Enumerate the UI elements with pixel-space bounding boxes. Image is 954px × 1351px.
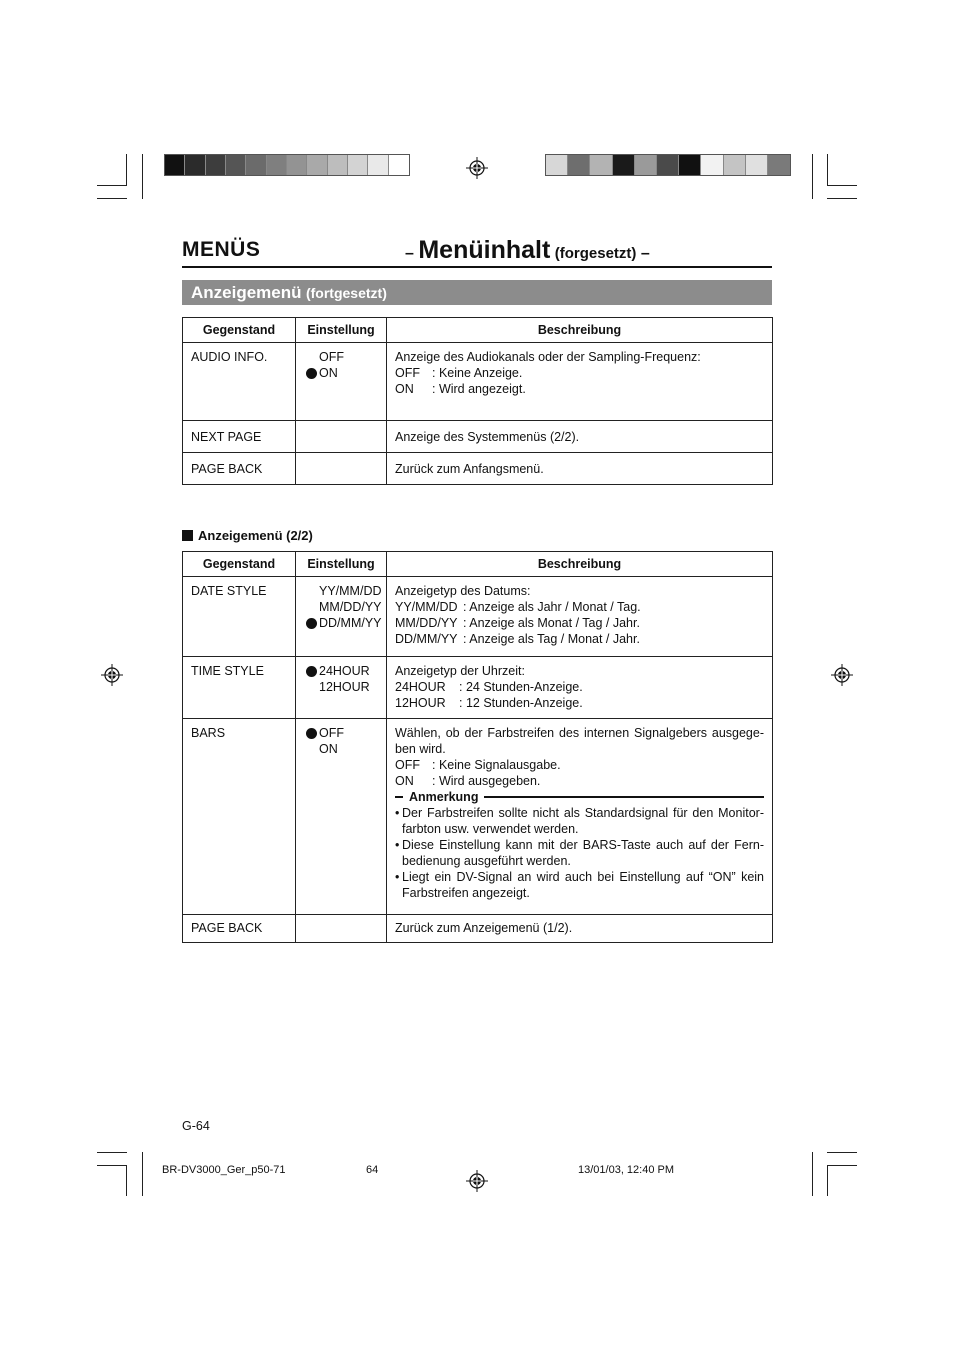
menu-table-2 (182, 551, 773, 943)
column-header: Einstellung (296, 318, 387, 343)
table-row (183, 421, 773, 453)
color-swatch (307, 155, 327, 175)
crop-mark (827, 198, 857, 199)
selected-dot-icon (306, 368, 317, 379)
crop-mark (827, 185, 857, 186)
description-cell: Wählen, ob der Farbstreifen des internen Signalgebers ausgege-ben wird. OFF : Keine Signalausgabe. ON : Wird ausgegeben. Anmerkung • Der Farbstreifen sollte nicht als Standardsignal für den Monitor-farbton usw. verwendet werden. • Diese Einstellung kann mit der BARS-Taste auch auf der Fern-bedienung ausgeführt werden. • Liegt ein DV-Signal an wird auch bei Einstellung auf “ON” kein Farbstreifen angezeigt. (387, 719, 773, 915)
crop-mark (97, 1165, 127, 1166)
table-row (183, 577, 773, 657)
crop-mark (827, 1165, 828, 1196)
square-bullet-icon (182, 530, 193, 541)
page-number: G-64 (182, 1119, 210, 1133)
option-selected: 24HOUR (306, 663, 384, 679)
menu-table-1 (182, 317, 773, 485)
option: MM/DD/YY (319, 600, 382, 614)
page-title (405, 236, 650, 265)
column-header: Gegenstand (183, 552, 296, 577)
color-swatch (679, 155, 701, 175)
registration-mark-icon (831, 664, 853, 686)
column-header: Einstellung (296, 552, 387, 577)
table-row (183, 719, 773, 915)
section-band (182, 280, 772, 305)
setting-cell (296, 577, 387, 657)
description-cell: Anzeige des Audiokanals oder der Sampling-Frequenz: OFF : Keine Anzeige. ON : Wird angezeigt. (387, 343, 773, 421)
crop-mark (827, 154, 828, 185)
item-cell: NEXT PAGE (183, 421, 296, 453)
band-title: Anzeigemenü (191, 283, 302, 302)
color-swatch (389, 155, 409, 175)
crop-mark (827, 1152, 857, 1153)
band-suffix: (fortgesetzt) (305, 285, 387, 301)
option: YY/MM/DD (319, 584, 382, 598)
footer-filename: BR-DV3000_Ger_p50-71 (162, 1164, 286, 1176)
color-bar-right (545, 154, 791, 176)
setting-cell (296, 915, 387, 943)
crop-mark (97, 185, 127, 186)
color-swatch (267, 155, 287, 175)
color-swatch (701, 155, 723, 175)
setting-cell (296, 453, 387, 485)
column-header: Gegenstand (183, 318, 296, 343)
color-swatch (348, 155, 368, 175)
note-item: • Diese Einstellung kann mit der BARS-Taste auch auf der Fern-bedienung ausgeführt werden. (395, 838, 764, 868)
color-swatch (768, 155, 790, 175)
item-cell: TIME STYLE (183, 657, 296, 719)
color-swatch (746, 155, 768, 175)
color-swatch (546, 155, 568, 175)
crop-mark (812, 154, 813, 199)
crop-mark (126, 1165, 127, 1196)
color-swatch (657, 155, 679, 175)
color-swatch (568, 155, 590, 175)
color-swatch (724, 155, 746, 175)
section-title: MENÜS (182, 238, 261, 261)
table-header-row (183, 552, 773, 577)
table-row (183, 343, 773, 421)
table-header-row (183, 318, 773, 343)
item-cell: PAGE BACK (183, 453, 296, 485)
description-cell: Anzeigetyp der Uhrzeit: 24HOUR : 24 Stunden-Anzeige. 12HOUR : 12 Stunden-Anzeige. (387, 657, 773, 719)
color-swatch (165, 155, 185, 175)
color-swatch (206, 155, 226, 175)
crop-mark (142, 154, 143, 199)
crop-mark (126, 154, 127, 185)
color-swatch (185, 155, 205, 175)
option: OFF (306, 349, 384, 365)
option: 12HOUR (319, 680, 370, 694)
table-row (183, 915, 773, 943)
description-cell: Zurück zum Anfangsmenü. (387, 453, 773, 485)
header-rule (182, 266, 772, 268)
item-cell: AUDIO INFO. (183, 343, 296, 421)
title-dash-left: – (405, 245, 414, 262)
registration-mark-icon (466, 1170, 488, 1192)
crop-mark (812, 1152, 813, 1196)
note-heading: Anmerkung (395, 789, 764, 805)
selected-dot-icon (306, 728, 317, 739)
subheading: Anzeigemenü (2/2) (182, 528, 313, 543)
setting-cell (296, 719, 387, 915)
option-selected: OFF (306, 725, 384, 741)
footer-date: 13/01/03, 12:40 PM (578, 1164, 675, 1176)
selected-dot-icon (306, 618, 317, 629)
color-swatch (368, 155, 388, 175)
description-cell: Zurück zum Anzeigemenü (1/2). (387, 915, 773, 943)
item-cell: BARS (183, 719, 296, 915)
setting-cell (296, 657, 387, 719)
note-item: • Der Farbstreifen sollte nicht als Standardsignal für den Monitor-farbton usw. verwendet werden. (395, 806, 764, 836)
setting-cell (296, 421, 387, 453)
item-cell: DATE STYLE (183, 577, 296, 657)
color-swatch (635, 155, 657, 175)
table-row (183, 657, 773, 719)
description-cell: Anzeigetyp des Datums: YY/MM/DD : Anzeige als Jahr / Monat / Tag. MM/DD/YY : Anzeige als Monat / Tag / Jahr. DD/MM/YY : Anzeige als Tag / Monat / Jahr. (387, 577, 773, 657)
registration-mark-icon (466, 157, 488, 179)
page-title-main: Menüinhalt (418, 236, 551, 264)
crop-mark (827, 1165, 857, 1166)
item-cell: PAGE BACK (183, 915, 296, 943)
color-swatch (246, 155, 266, 175)
color-swatch (226, 155, 246, 175)
column-header: Beschreibung (387, 552, 773, 577)
footer-page-num: 64 (366, 1164, 379, 1176)
color-swatch (328, 155, 348, 175)
setting-cell (296, 343, 387, 421)
color-swatch (613, 155, 635, 175)
page-title-suffix: (forgesetzt) (554, 245, 637, 262)
crop-mark (97, 1152, 127, 1153)
crop-mark (142, 1152, 143, 1196)
column-header: Beschreibung (387, 318, 773, 343)
option: ON (319, 742, 338, 756)
option-selected: DD/MM/YY (306, 615, 384, 631)
option-selected: ON (306, 365, 384, 381)
crop-mark (97, 198, 127, 199)
color-swatch (287, 155, 307, 175)
registration-mark-icon (101, 664, 123, 686)
color-bar-left (164, 154, 410, 176)
note-item: • Liegt ein DV-Signal an wird auch bei Einstellung auf “ON” kein Farbstreifen angezeigt. (395, 870, 764, 900)
title-dash-right: – (640, 245, 650, 262)
table-row (183, 453, 773, 485)
selected-dot-icon (306, 666, 317, 677)
description-cell: Anzeige des Systemmenüs (2/2). (387, 421, 773, 453)
color-swatch (590, 155, 612, 175)
unselected-marker (306, 352, 317, 363)
